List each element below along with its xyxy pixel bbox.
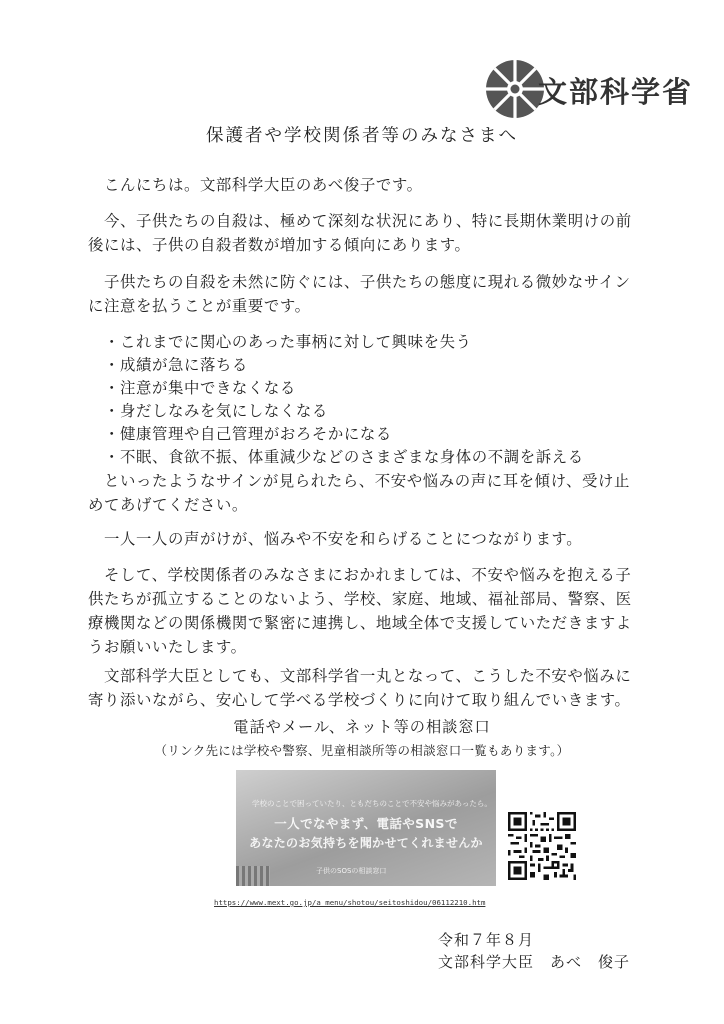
paragraph-line: そして、学校関係者のみなさまにおかれましては、不安や悩みを抱える子 — [104, 566, 632, 584]
contact-title: 電話やメール、ネット等の相談窓口 — [233, 718, 491, 736]
paragraph-line: 一人一人の声がけが、悩みや不安を和らげることにつながります。 — [104, 530, 583, 548]
list-item: ・注意が集中できなくなる — [104, 379, 296, 397]
paragraph-line: 寄り添いながら、安心して学べる学校づくりに向けて取り組んでいきます。 — [88, 691, 631, 709]
paragraph-3 — [88, 469, 663, 517]
paragraph-line: めてあげてください。 — [88, 496, 248, 514]
mext-emblem-icon — [484, 58, 546, 120]
pencils-illustration — [236, 866, 270, 886]
paragraph-line: 子供たちの自殺を未然に防ぐには、子供たちの態度に現れる微妙なサイン — [104, 273, 631, 291]
list-item: ・成績が急に落ちる — [104, 356, 248, 374]
paragraph-line: 後には、子供の自殺者数が増加する傾向にあります。 — [88, 236, 471, 254]
paragraph-6 — [88, 664, 663, 712]
qr-code-icon[interactable] — [508, 812, 576, 880]
contact-note: （リンク先には学校や警察、児童相談所等の相談窓口一覧もあります。） — [154, 743, 570, 758]
banner-headline-line-2: あなたのお気持ちを聞かせてくれませんか — [249, 836, 483, 850]
mext-logo — [484, 58, 694, 122]
paragraph-line: 今、子供たちの自殺は、極めて深刻な状況にあり、特に長期休業明けの前 — [104, 212, 632, 230]
paragraph-line: 供たちが孤立することのないよう、学校、家庭、地域、福祉部局、警察、医 — [88, 590, 632, 608]
warning-signs-list — [88, 331, 663, 469]
list-item: ・健康管理や自己管理がおろそかになる — [104, 425, 392, 443]
list-item: ・不眠、食欲不振、体重減少などのさまざまな身体の不調を訴える — [104, 448, 584, 466]
paragraph-line: といったようなサインが見られたら、不安や悩みの声に耳を傾け、受け止 — [104, 472, 630, 490]
paragraph-line: に注意を払うことが重要です。 — [88, 297, 311, 315]
paragraph-line: 療機関などの関係機関で緊密に連携し、地域全体で支援していただきますよ — [88, 614, 632, 632]
paragraph-5 — [88, 563, 663, 659]
greeting-line: こんにちは。文部科学大臣のあべ俊子です。 — [104, 176, 423, 194]
banner-top-text: 学校のことで困っていたり、ともだちのことで不安や悩みがあったら。 — [252, 799, 492, 808]
consultation-banner[interactable] — [236, 770, 496, 886]
paragraph-line: 文部科学大臣としても、文部科学省一丸となって、こうした不安や悩みに — [104, 667, 632, 685]
list-item: ・身だしなみを気にしなくなる — [104, 402, 328, 420]
paragraph-1 — [88, 209, 663, 257]
letter-date: 令和７年８月 — [438, 931, 535, 949]
banner-bottom-text: 子供のSOSの相談窓口 — [316, 867, 387, 875]
page-title: 保護者や学校関係者等のみなさまへ — [206, 126, 518, 146]
letter-signature: 文部科学大臣 あべ 俊子 — [438, 953, 631, 971]
paragraph-2 — [88, 270, 663, 318]
paragraph-line: うお願いいたします。 — [88, 638, 247, 656]
list-item: ・これまでに関心のあった事柄に対して興味を失う — [104, 333, 472, 351]
greeting — [88, 173, 663, 197]
banner-headline-line-1: 一人でなやまず、電話やSNSで — [274, 816, 458, 831]
consultation-link[interactable]: https://www.mext.go.jp/a_menu/shotou/seitoshidou/06112210.htm — [214, 898, 486, 907]
logo-text: 文部科学省 — [538, 75, 694, 109]
paragraph-4 — [88, 527, 663, 551]
